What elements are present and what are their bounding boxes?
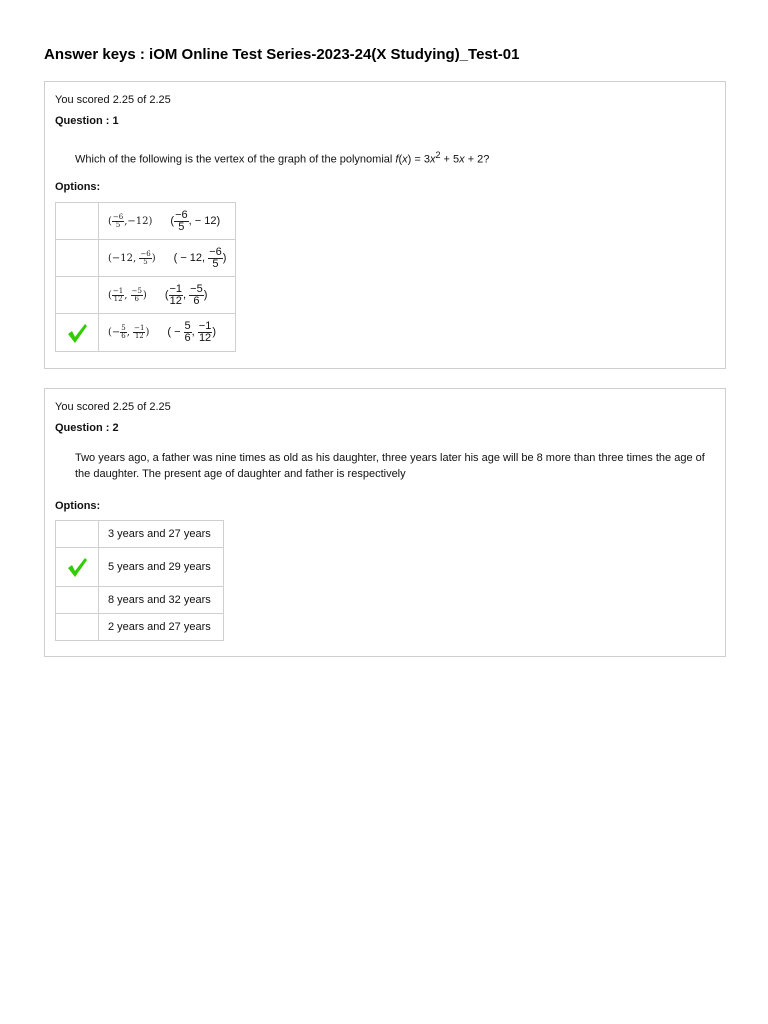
option-row-correct [56,314,236,352]
question-label: Question : 1 [55,115,119,127]
option-math-sans: ( − $\frac{5}{6}$ , $\frac{-1}{12}$ ) [167,320,217,344]
option-row [56,587,224,614]
option-value: 2 years and 27 years [99,614,224,641]
option-marker [56,240,99,277]
option-marker [56,203,99,240]
question-text: Which of the following is the vertex of the graph of the polynomial $f(x) = 3x^2 + 5x + 2$? [75,150,490,166]
options-label: Options: [55,181,101,193]
option-value [99,314,236,352]
option-row [56,277,236,314]
question-text: Two years ago, a father was nine times as old as his daughter, three years later his age will be 8 more than three times the age of the daughter. The present age of daughter and father is respectively [75,452,705,480]
option-marker [56,587,99,614]
option-marker [56,614,99,641]
option-row [56,614,224,641]
options-label: Options: [55,500,101,512]
option-marker [56,521,99,548]
check-icon [66,556,88,578]
question-card-1 [44,81,726,369]
option-value: 5 years and 29 years [99,548,224,587]
check-icon [66,322,88,344]
option-math-sans: ( $\frac{-1}{12}$ , $\frac{-5}{6}$ ) [164,282,208,307]
question-card-2 [44,388,726,657]
question-label: Question : 2 [55,422,119,434]
options-table [55,202,236,352]
option-value [99,203,236,240]
option-value [99,240,236,277]
option-value [99,277,236,314]
option-math-sans: ( $\frac{-6}{5}$ , − 12) [170,208,221,233]
option-value: 8 years and 32 years [99,587,224,614]
score-text: You scored 2.25 of 2.25 [55,94,171,106]
option-math-serif: ( $\frac{-1}{12}$ , $\frac{-5}{6}$ ) [108,286,147,303]
option-row [56,203,236,240]
option-math-serif: (− $\frac{5}{6}$ , $\frac{-1}{12}$ ) [108,324,150,341]
score-text: You scored 2.25 of 2.25 [55,401,171,413]
page-title: Answer keys : iOM Online Test Series-2023-24(X Studying)_Test-01 [44,46,520,63]
options-table [55,520,224,641]
option-math-serif: ( $\frac{-6}{5}$ ,−12) [108,212,153,229]
option-math-serif: (−12, $\frac{-6}{5}$ ) [108,249,156,266]
option-math-sans: ( − 12, $\frac{-6}{5}$ ) [173,245,227,270]
option-row-correct [56,548,224,587]
option-row [56,521,224,548]
option-row [56,240,236,277]
option-marker [56,314,99,352]
option-marker [56,548,99,587]
option-value: 3 years and 27 years [99,521,224,548]
option-marker [56,277,99,314]
